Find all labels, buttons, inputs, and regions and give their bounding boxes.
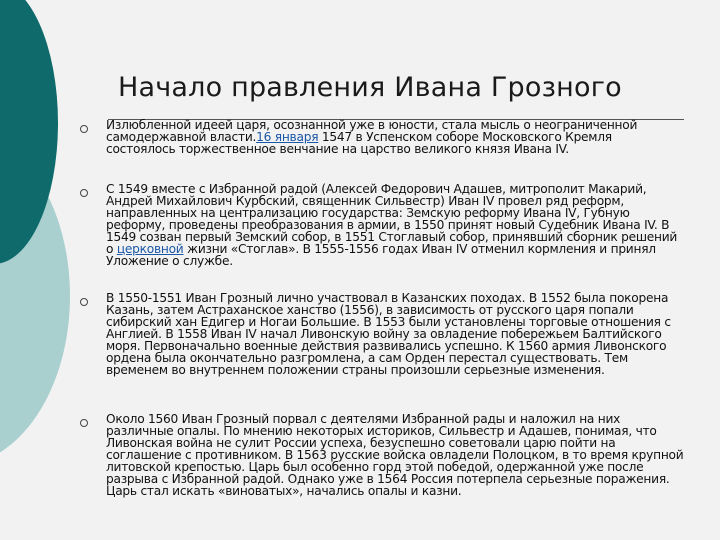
slide-title: Начало правления Ивана Грозного	[118, 72, 622, 103]
bullet-icon	[80, 419, 88, 427]
bullet-list	[78, 119, 684, 497]
list-item-text: В 1550-1551 Иван Грозный лично участвовал в Казанских походах. В 1552 была покорена Казань, затем Астраханское ханство (1556), в зависимость от русского царя попали сибирский хан Едигер и Ногаи Большие. В 1553 были установлены торговые отношения с Англией. В 1558 Иван IV начал Ливонскую войну за овладение побережьем Балтийского моря. Первоначально военные действия развивались успешно. К 1560 армия Ливонского ордена была окончательно разгромлена, а сам Орден перестал существовать. Тем временем во внутреннем положении страны произошли серьезные изменения.	[106, 291, 671, 377]
text-segment: 1547 в Успенском соборе Московского Кремля состоялось торжественное венчание на царство великого князя Ивана IV.	[106, 130, 612, 156]
church-link[interactable]: церковной	[116, 242, 184, 256]
list-item-text	[106, 119, 684, 155]
bullet-icon	[80, 189, 88, 197]
text-segment: жизни «Стоглав». В 1555-1556 годах Иван IV отменил кормления и принял Уложение о службе.	[106, 242, 656, 268]
text-segment: С 1549 вместе с Избранной радой (Алексей Федорович Адашев, митрополит Макарий, Андрей Михайлович Курбский, священник Сильвестр) Иван IV провел ряд реформ, направленных на централизацию государства: Земскую реформу Ивана IV, Губную реформу, проведены преобразования в армии, в 1550 принят новый Судебник Ивана IV. В 1549 созван первый Земский собор, в 1551 Стоглавый собор, принявший сборник решений о	[106, 182, 678, 256]
list-item	[78, 183, 684, 292]
list-item	[78, 413, 684, 497]
date-link[interactable]: 16 января	[256, 130, 319, 144]
list-item-text	[106, 183, 684, 267]
list-item	[78, 119, 684, 183]
list-item	[78, 292, 684, 413]
text-segment: Излюбленной идеей царя, осознанной уже в юности, стала мысль о неограниченной самодержавной власти.	[106, 118, 638, 144]
bullet-icon	[80, 125, 88, 133]
list-item-text: Около 1560 Иван Грозный порвал с деятелями Избранной рады и наложил на них различные опалы. По мнению некоторых историков, Сильвестр и Адашев, понимая, что Ливонская война не сулит России успеха, безуспешно советовали царю пойти на соглашение с противником. В 1563 русские войска овладели Полоцком, в то время крупной литовской крепостью. Царь был особенно горд этой победой, одержанной уже после разрыва с Избранной радой. Однако уже в 1564 Россия потерпела серьезные поражения. Царь стал искать «виноватых», начались опалы и казни.	[106, 412, 684, 498]
bullet-icon	[80, 298, 88, 306]
